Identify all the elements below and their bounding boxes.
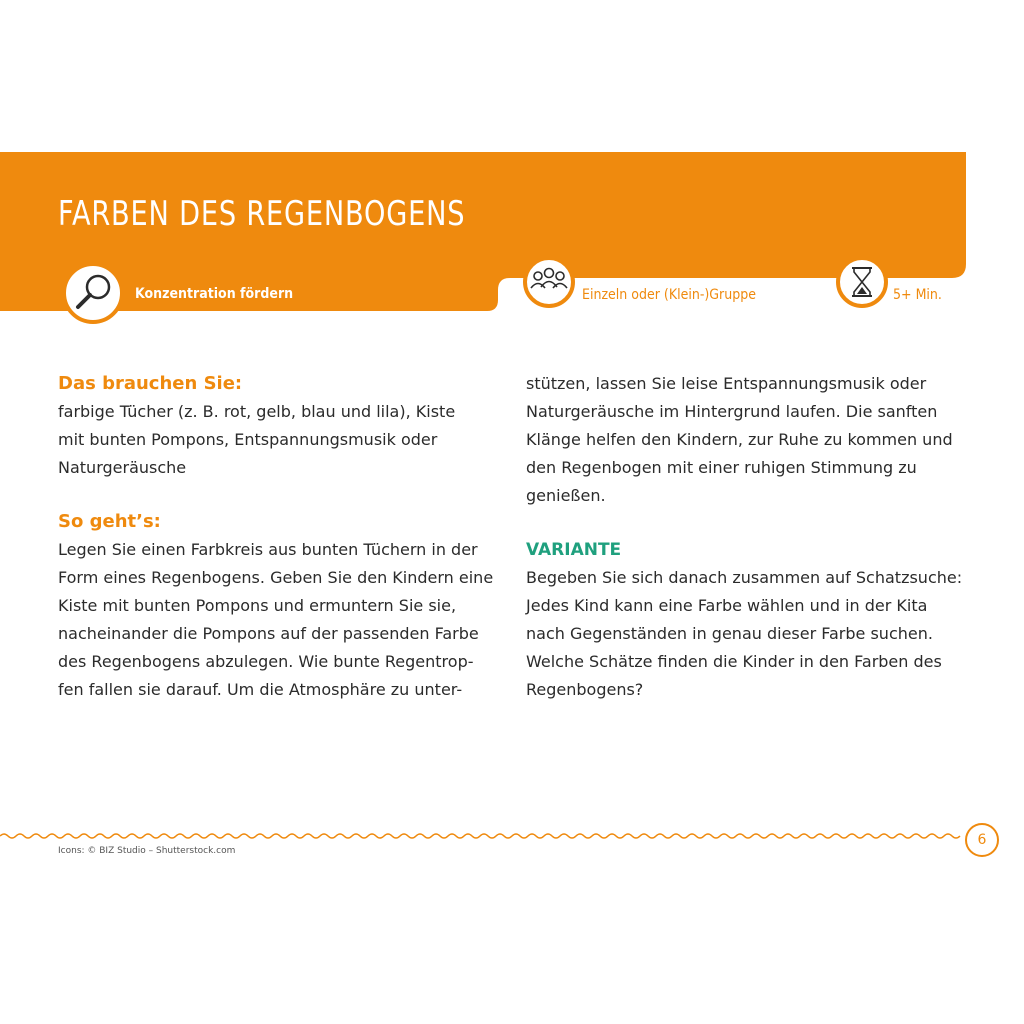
- magnifier-icon: [62, 262, 124, 324]
- hourglass-icon: [836, 256, 888, 308]
- page-title: FARBEN DES REGENBOGENS: [58, 194, 466, 234]
- icon-credit: Icons: © BIZ Studio – Shutterstock.com: [58, 846, 236, 856]
- howto-heading: So geht’s:: [58, 511, 161, 532]
- group-icon: [523, 256, 575, 308]
- materials-heading: Das brauchen Sie:: [58, 373, 243, 394]
- variant-heading: VARIANTE: [526, 540, 622, 560]
- variant-text: Begeben Sie sich danach zusammen auf Schatzsuche: Jedes Kind kann eine Farbe wählen und in der Kita nach Gegenständen in genau dieser Farbe suchen. Welche Schätze finden die Kinder in den Farben des Regenbogens?: [526, 568, 963, 699]
- page-number: 6: [965, 823, 999, 857]
- duration-label: 5+ Min.: [893, 287, 942, 303]
- skill-label: Konzentration fördern: [135, 286, 294, 302]
- materials-text: farbige Tücher (z. B. rot, gelb, blau und lila), Kiste mit bunten Pompons, Entspannungsmusik oder Naturgeräusche: [58, 402, 456, 477]
- group-label: Einzeln oder (Klein-)Gruppe: [582, 287, 756, 303]
- left-column: [58, 370, 498, 704]
- howto-text: Legen Sie einen Farbkreis aus bunten Tüchern in der Form eines Regenbogens. Geben Sie den Kindern eine Kiste mit bunten Pompons und ermuntern Sie sie, nacheinander die Pompons auf der passenden Farbe des Regenbogens abzulegen. Wie bunte Regentrop- fen fallen sie darauf. Um die Atmosphäre zu unter-: [58, 540, 494, 699]
- continued-text: stützen, lassen Sie leise Entspannungsmusik oder Naturgeräusche im Hintergrund laufen. Die sanften Klänge helfen den Kindern, zur Ruhe zu kommen und den Regenbogen mit einer ruhigen Stimmung zu genießen.: [526, 374, 953, 505]
- footer-wave-divider: [0, 826, 962, 846]
- right-column: [526, 370, 966, 704]
